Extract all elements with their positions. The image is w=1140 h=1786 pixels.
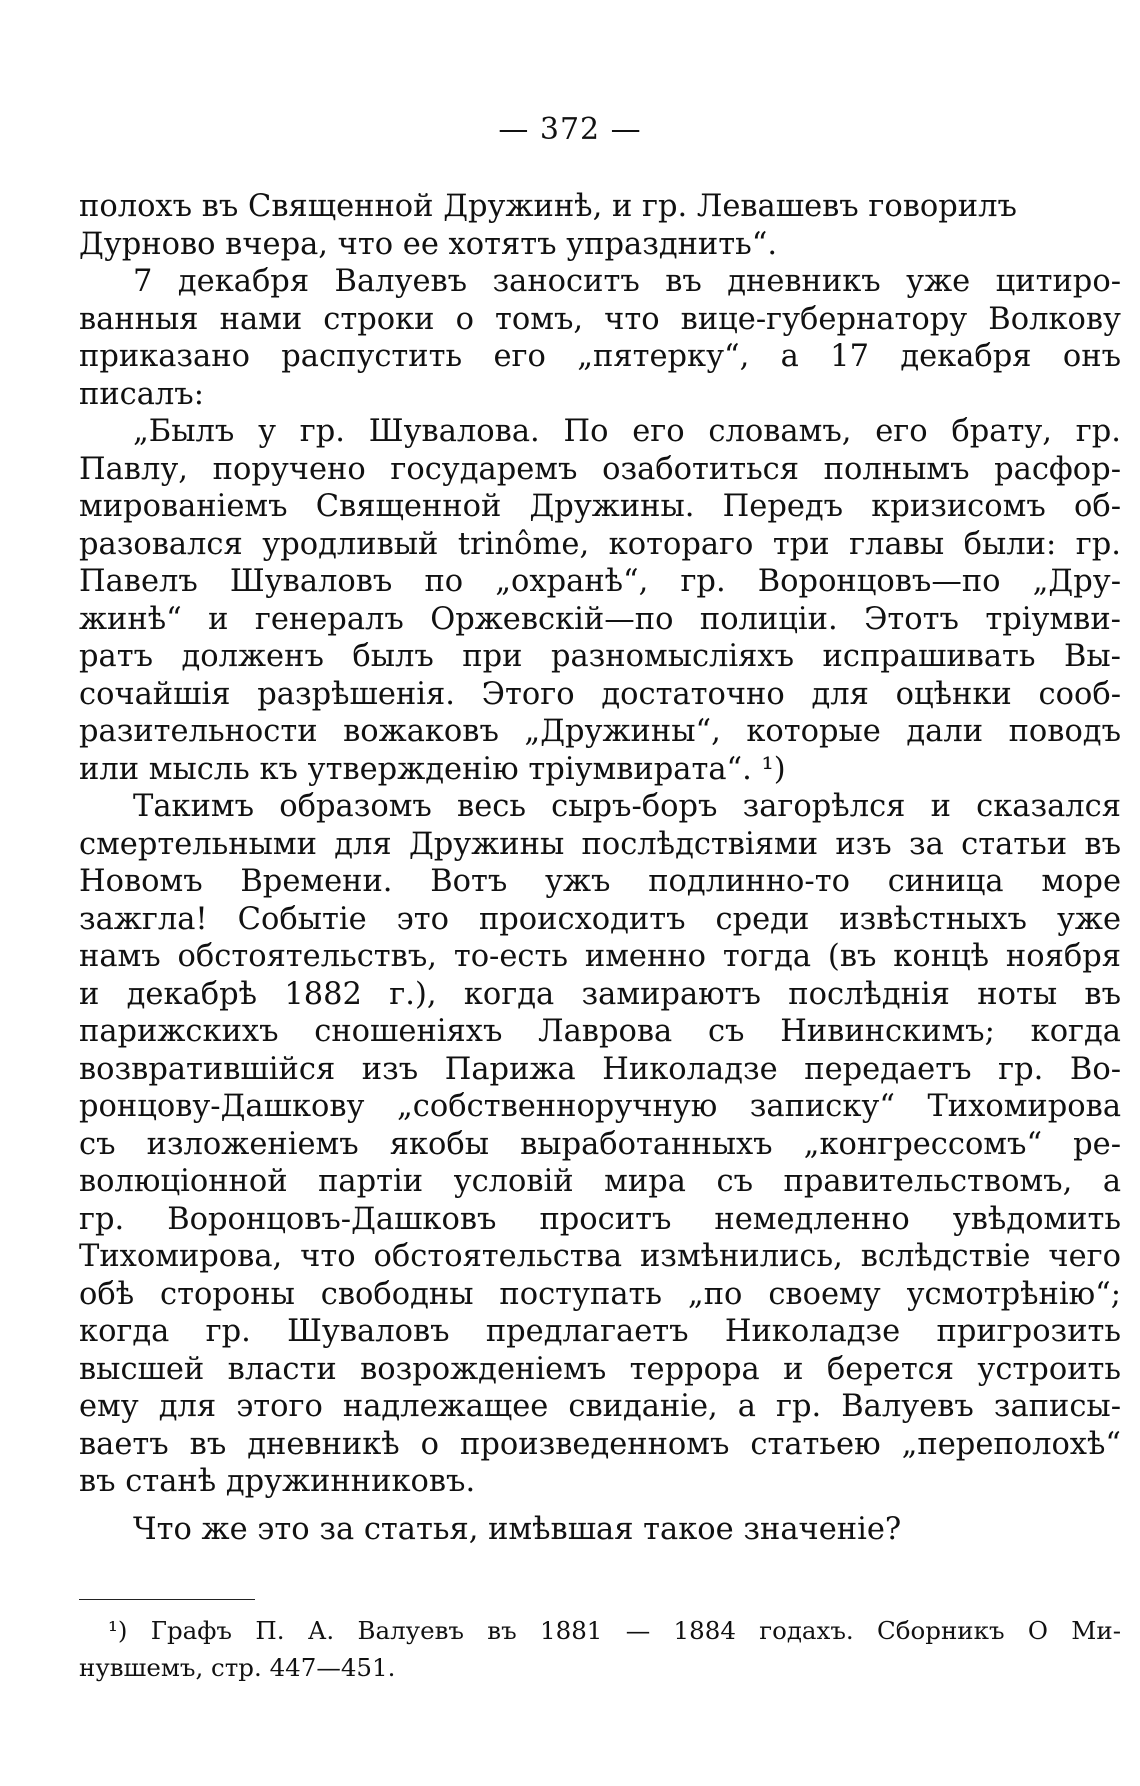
footnote-line: нувшемъ, стр. 447—451. xyxy=(79,1653,396,1682)
text-line: Новомъ Времени. Вотъ ужъ подлинно-то синица море xyxy=(79,864,1121,899)
text-line: съ изложеніемъ якобы выработанныхъ „конгрессомъ“ ре- xyxy=(79,1126,1121,1162)
text-line: ратъ долженъ былъ при разномысліяхъ испрашивать Вы- xyxy=(79,639,1121,674)
text-line: или мысль къ утвержденію тріумвирата“. ¹) xyxy=(79,751,786,787)
footnote xyxy=(79,1612,1121,1686)
text-line: обѣ стороны свободны поступать „по своему усмотрѣнію“; xyxy=(79,1276,1121,1312)
text-line: разовался уродливый trinôme, котораго три главы были: гр. xyxy=(79,526,1121,562)
text-line: намъ обстоятельствъ, то-есть именно тогда (въ концѣ ноября xyxy=(79,939,1121,974)
text-line: волюціонной партіи условій мира съ правительствомъ, а xyxy=(79,1164,1121,1199)
text-line: сочайшія разрѣшенія. Этого достаточно для оцѣнки сооб- xyxy=(79,676,1121,712)
text-line: и декабрѣ 1882 г.), когда замираютъ послѣднія ноты въ xyxy=(79,976,1121,1012)
text-line: полохъ въ Священной Дружинѣ, и гр. Левашевъ говорилъ xyxy=(79,189,1017,224)
body-text xyxy=(79,188,1121,1548)
text-line: зажгла! Событіе это происходитъ среди извѣстныхъ уже xyxy=(79,901,1121,937)
page-number: — 372 — xyxy=(498,112,642,147)
text-line: возвратившійся изъ Парижа Николадзе передаетъ гр. Во- xyxy=(79,1051,1121,1087)
text-line: ему для этого надлежащее свиданіе, а гр. Валуевъ записы- xyxy=(79,1389,1121,1424)
text-line: смертельными для Дружины послѣдствіями изъ за статьи въ xyxy=(79,826,1121,862)
text-line: 7 декабря Валуевъ заноситъ въ дневникъ уже цитиро- xyxy=(133,264,1121,299)
text-line: „Былъ у гр. Шувалова. По его словамъ, его брату, гр. xyxy=(133,414,1121,449)
text-line: мированіемъ Священной Дружины. Передъ кризисомъ об- xyxy=(79,489,1121,524)
text-line: ванныя нами строки о томъ, что вице-губернатору Волкову xyxy=(79,301,1121,337)
text-line: Дурново вчера, что ее хотятъ упразднить“. xyxy=(79,226,778,262)
text-line: Павелъ Шуваловъ по „охранѣ“, гр. Воронцовъ—по „Дру- xyxy=(79,564,1121,599)
text-line: Что же это за статья, имѣвшая такое значеніе? xyxy=(133,1511,902,1547)
text-line: когда гр. Шуваловъ предлагаетъ Николадзе пригрозить xyxy=(79,1314,1121,1349)
text-line: гр. Воронцовъ-Дашковъ проситъ немедленно увѣдомить xyxy=(79,1201,1121,1237)
text-line: Павлу, поручено государемъ озаботиться полнымъ расфор- xyxy=(79,451,1121,487)
text-line: писалъ: xyxy=(79,376,204,412)
footnote-line: ¹) Графъ П. А. Валуевъ въ 1881 — 1884 годахъ. Сборникъ О Ми- xyxy=(108,1616,1121,1645)
text-line: въ станѣ дружинниковъ. xyxy=(79,1464,476,1499)
text-line: разительности вожаковъ „Дружины“, которые дали поводъ xyxy=(79,714,1121,749)
text-line: ваетъ въ дневникѣ о произведенномъ статьею „переполохѣ“ xyxy=(79,1426,1121,1462)
text-line: Такимъ образомъ весь сыръ-боръ загорѣлся и сказался xyxy=(133,789,1121,824)
footnote-divider xyxy=(79,1599,255,1600)
text-line: парижскихъ сношеніяхъ Лаврова съ Нивинскимъ; когда xyxy=(79,1014,1121,1049)
text-line: приказано распустить его „пятерку“, а 17 декабря онъ xyxy=(79,339,1121,374)
text-line: ронцову-Дашкову „собственноручную записку“ Тихомирова xyxy=(79,1089,1121,1124)
text-line: жинѣ“ и генералъ Оржевскій—по полиціи. Этотъ тріумви- xyxy=(79,601,1121,637)
text-line: Тихомирова, что обстоятельства измѣнились, вслѣдствіе чего xyxy=(79,1239,1121,1274)
text-line: высшей власти возрожденіемъ террора и берется устроить xyxy=(79,1351,1121,1387)
